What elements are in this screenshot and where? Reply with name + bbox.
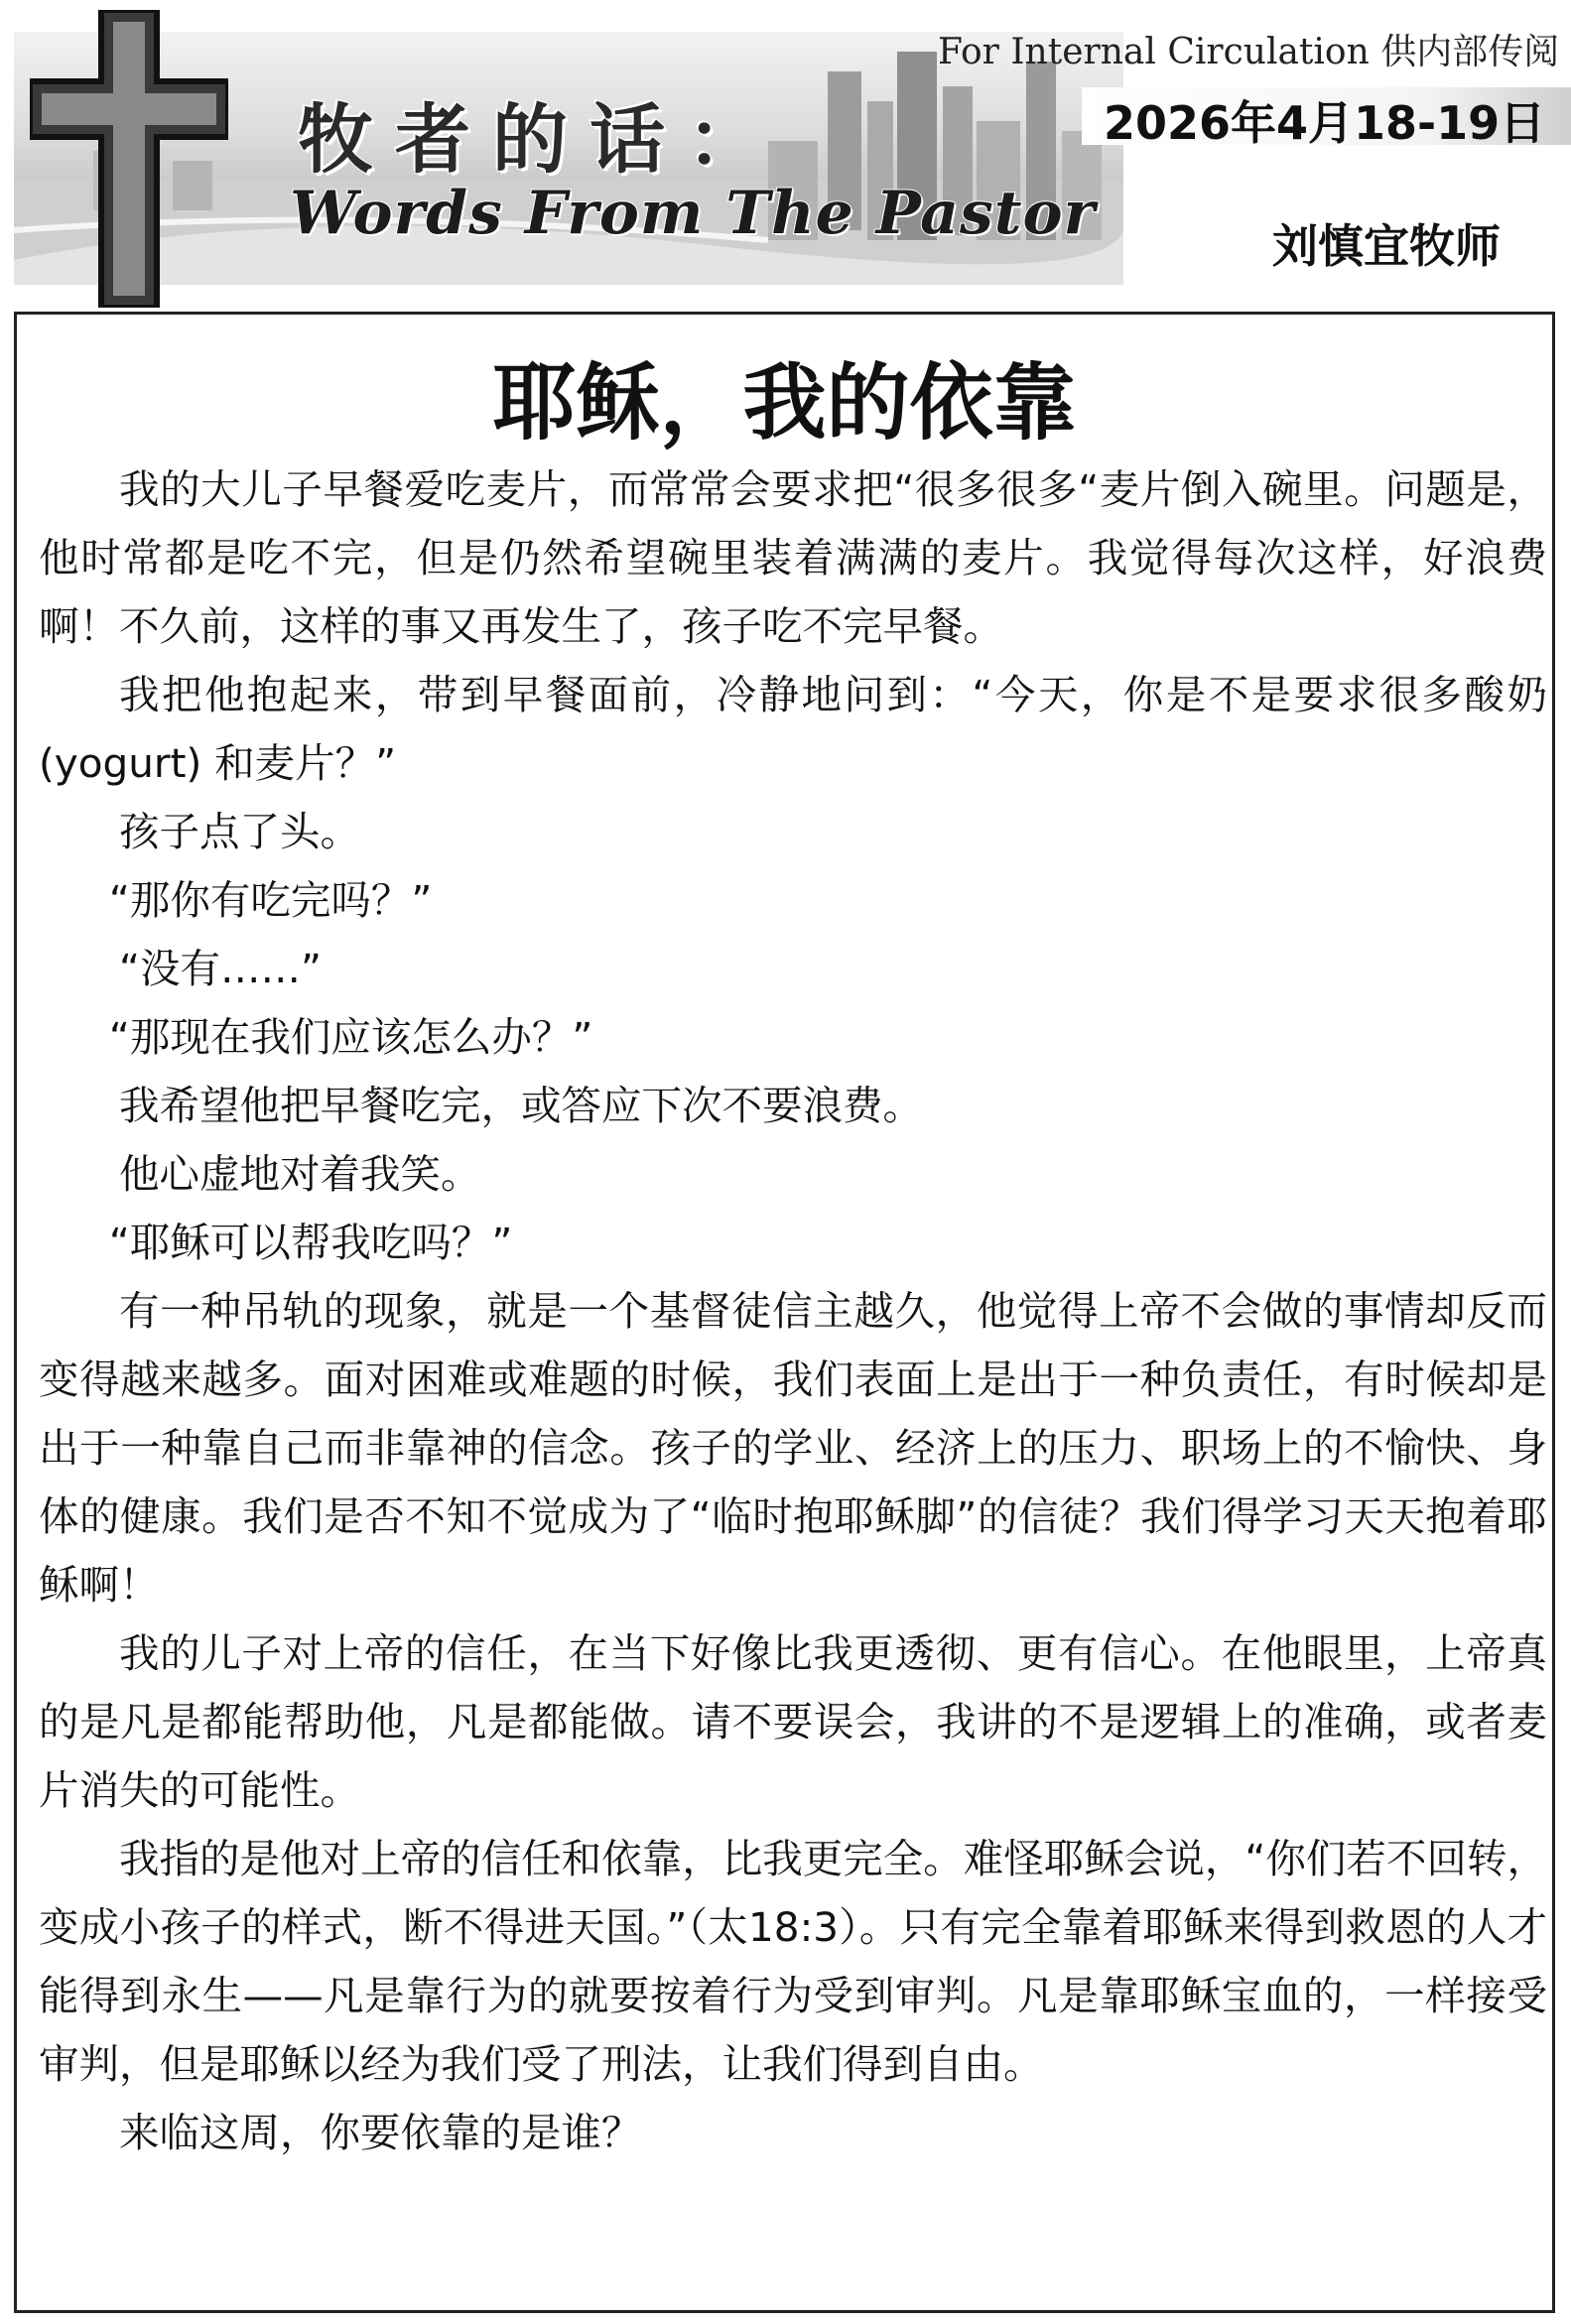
- paragraph: “没有……”: [119, 945, 322, 992]
- paragraph: 我把他抱起来，带到早餐面前，冷静地问到：“今天，你是不是要求很多酸奶(yogurt) 和麦片？”: [39, 671, 1547, 787]
- column-title-english: Words From The Pastor: [290, 179, 1097, 248]
- circulation-notice: For Internal Circulation 供内部传阅: [938, 32, 1560, 72]
- paragraph: 来临这周，你要依靠的是谁？: [119, 2109, 642, 2156]
- paragraph: 有一种吊轨的现象，就是一个基督徒信主越久，他觉得上帝不会做的事情却反而变得越来越多。面对困难或难题的时候，我们表面上是出于一种负责任，有时候却是出于一种靠自己而非靠神的信念。孩子的学业、经济上的压力、职场上的不愉快、身体的健康。我们是否不知不觉成为了“临时抱耶稣脚”的信徒？我们得学习天天抱着耶稣啊！: [39, 1287, 1547, 1609]
- paragraph: 我的儿子对上帝的信任，在当下好像比我更透彻、更有信心。在他眼里，上帝真的是凡是都能帮助他，凡是都能做。请不要误会，我讲的不是逻辑上的准确，或者麦片消失的可能性。: [39, 1629, 1547, 1814]
- paragraph: 他心虚地对着我笑。: [119, 1150, 481, 1198]
- paragraph: 我指的是他对上帝的信任和依靠，比我更完全。难怪耶稣会说，“你们若不回转，变成小孩子的样式，断不得进天国。”（太18:3）。只有完全靠着耶稣来得到救恩的人才能得到永生——凡是靠行为的就要按着行为受到审判。凡是靠耶稣宝血的，一样接受审判，但是耶稣以经为我们受了刑法，让我们得到自由。: [39, 1835, 1547, 2088]
- paragraph: 孩子点了头。: [119, 808, 360, 855]
- paragraph: 我的大儿子早餐爱吃麦片，而常常会要求把“很多很多“麦片倒入碗里。问题是，他时常都是吃不完，但是仍然希望碗里装着满满的麦片。我觉得每次这样，好浪费啊！不久前，这样的事又再发生了，孩子吃不完早餐。: [39, 465, 1547, 650]
- issue-date: 2026年4月18-19日: [1104, 96, 1546, 150]
- author-name: 刘慎宜牧师: [1272, 219, 1501, 273]
- paragraph: “那现在我们应该怎么办？”: [108, 1013, 593, 1061]
- column-title-chinese: 牧者的话：: [298, 95, 784, 184]
- article-title: 耶稣，我的依靠: [492, 354, 1077, 452]
- paragraph: “耶稣可以帮我吃吗？”: [108, 1219, 513, 1266]
- paragraph: 我希望他把早餐吃完，或答应下次不要浪费。: [119, 1082, 923, 1129]
- article-box: [14, 312, 1555, 2313]
- article-body: [39, 455, 1547, 2167]
- cross-icon: [30, 10, 228, 308]
- paragraph: “那你有吃完吗？”: [108, 876, 433, 924]
